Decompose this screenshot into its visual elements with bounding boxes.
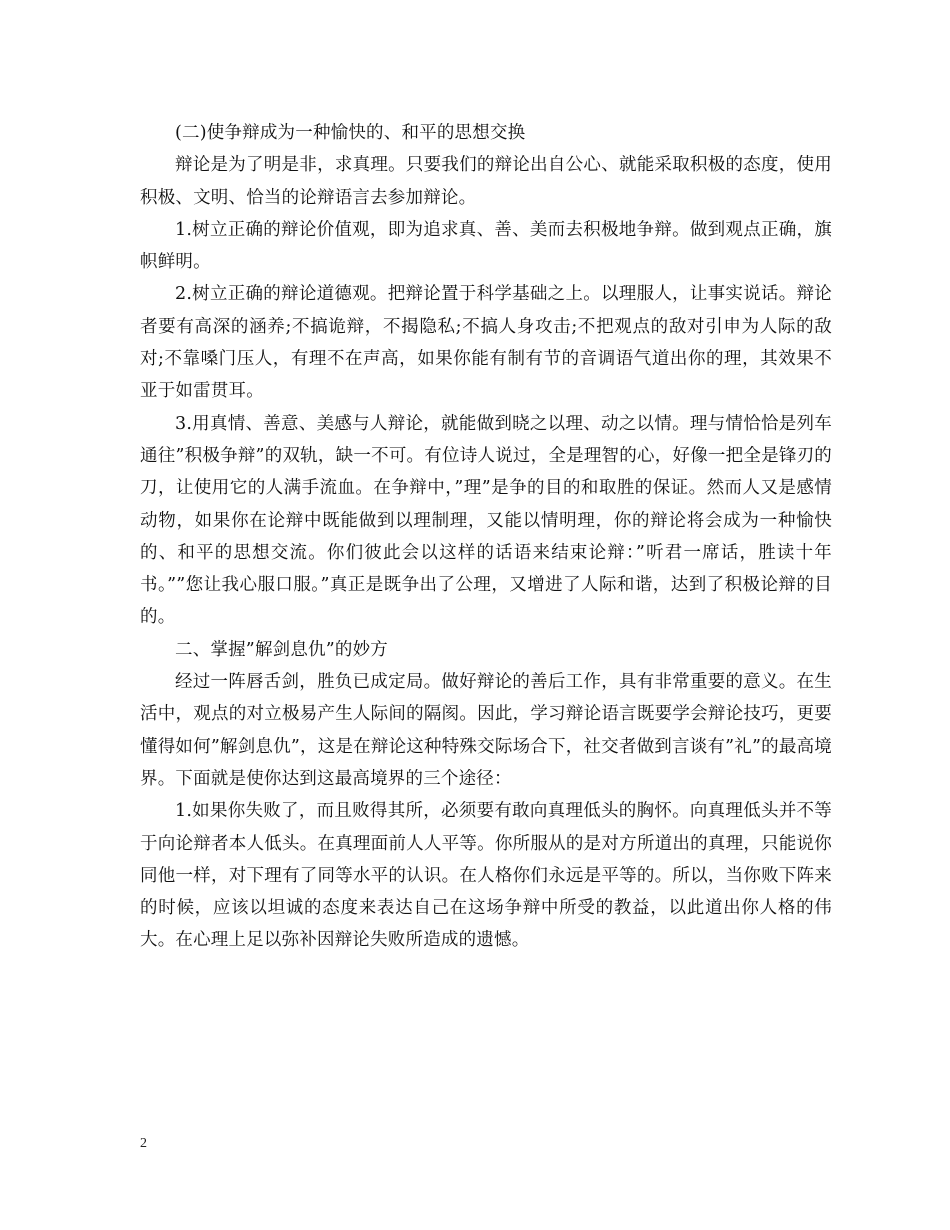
paragraph: 经过一阵唇舌剑，胜负已成定局。做好辩论的善后工作，具有非常重要的意义。在生活中，观点的对立极易产生人际间的隔阂。因此，学习辩论语言既要学会辩论技巧，更要懂得如何”解剑息仇”，这是在辩论这种特殊交际场合下，社交者做到言谈有”礼”的最高境界。下面就是使你达到这最高境界的三个途径：: [140, 672, 832, 789]
page-number: 2: [140, 1136, 147, 1151]
section-heading-2: 二、掌握”解剑息仇”的妙方: [175, 639, 388, 660]
list-item: 3.用真情、善意、美感与人辩论，就能做到晓之以理、动之以情。理与情恰恰是列车通往”积极争辩”的双轨，缺一不可。有位诗人说过，全是理智的心，好像一把全是锋刃的刀，让使用它的人满手流血。在争辩中，”理”是争的目的和取胜的保证。然而人又是感情动物，如果你在论辩中既能做到以理制理，又能以情明理，你的辩论将会成为一种愉快的、和平的思想交流。你们彼此会以这样的话语来结束论辩：”听君一席话，胜读十年书。””您让我心服口服。”真正是既争出了公理，又增进了人际和谐，达到了积极论辩的目的。: [140, 413, 832, 628]
list-item: 1.树立正确的辩论价值观，即为追求真、善、美而去积极地争辩。做到观点正确，旗帜鲜明。: [140, 219, 832, 273]
paragraph: 辩论是为了明是非，求真理。只要我们的辩论出自公心、就能采取积极的态度，使用积极、文明、恰当的论辩语言去参加辩论。: [140, 155, 832, 208]
page-body: [140, 117, 832, 957]
list-item: 2.树立正确的辩论道德观。把辩论置于科学基础之上。以理服人，让事实说话。辩论者要有高深的涵养;不搞诡辩，不揭隐私;不搞人身攻击;不把观点的敌对引申为人际的敌对;不靠嗓门压人，有理不在声高，如果你能有制有节的音调语气道出你的理，其效果不亚于如雷贯耳。: [140, 284, 832, 402]
section-heading-2-sub: (二)使争辩成为一种愉快的、和平的思想交换: [175, 123, 526, 143]
list-item: 1.如果你失败了，而且败得其所，必须要有敢向真理低头的胸怀。向真理低头并不等于向论辩者本人低头。在真理面前人人平等。你所服从的是对方所道出的真理，只能说你同他一样，对下理有了同等水平的认识。在人格你们永远是平等的。所以，当你败下阵来的时候，应该以坦诚的态度来表达自己在这场争辩中所受的教益，以此道出你人格的伟大。在心理上足以弥补因辩论失败所造成的遗憾。: [140, 801, 832, 951]
